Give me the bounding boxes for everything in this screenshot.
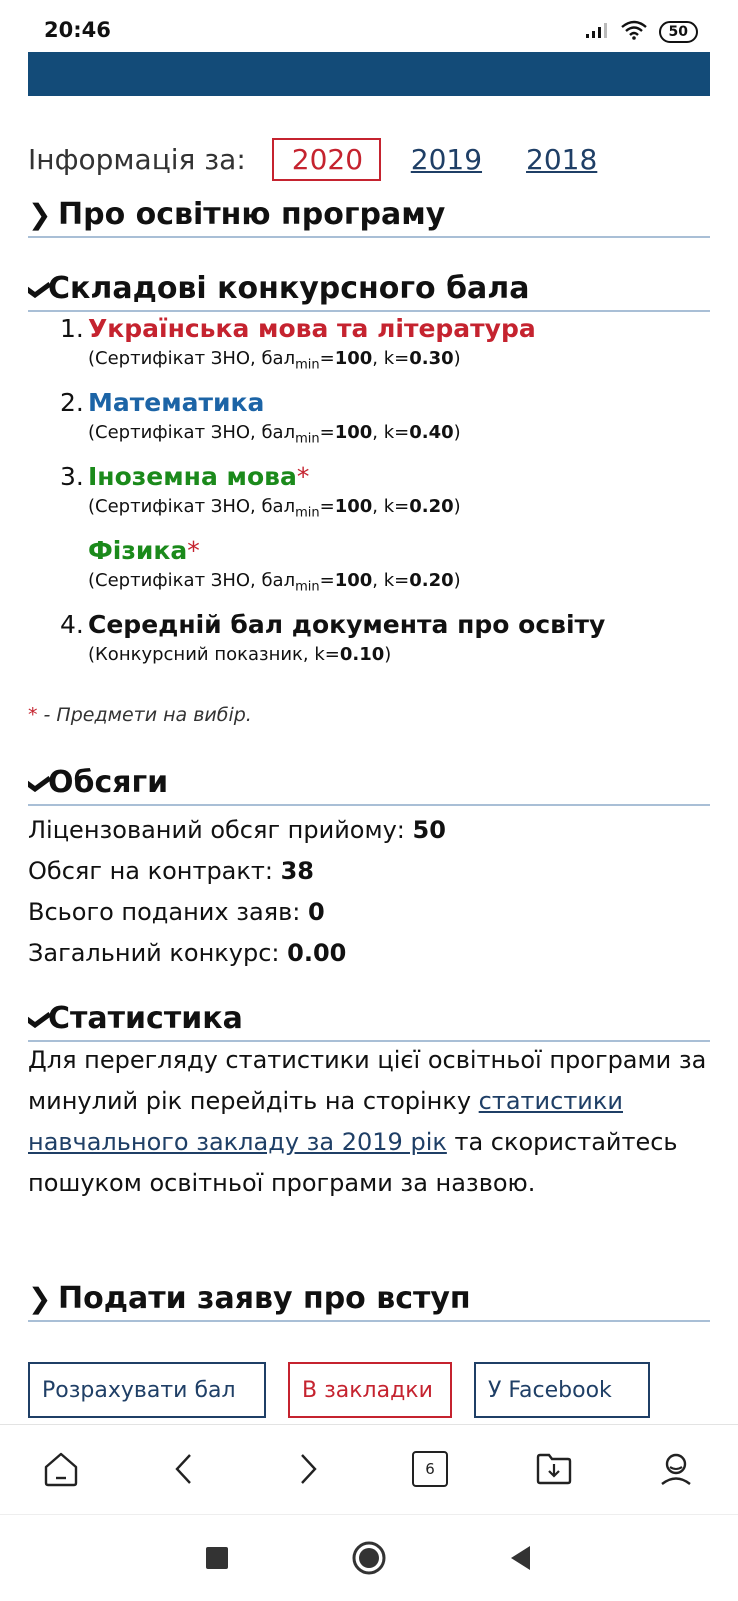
- section-about-title: Про освітню програму: [58, 196, 446, 232]
- volume-row: [28, 810, 446, 851]
- detail-sub: min: [295, 357, 320, 373]
- downloads-folder-icon[interactable]: [532, 1447, 576, 1491]
- subject-name: [88, 462, 309, 491]
- optional-star: *: [187, 536, 200, 565]
- list-item: [60, 388, 700, 462]
- detail-close: ): [453, 348, 461, 369]
- detail-min-value: 100: [334, 348, 373, 369]
- volumes-list: [28, 810, 446, 974]
- subject-number: 2.: [60, 388, 84, 417]
- detail-eq: =: [319, 348, 335, 369]
- chevron-right-icon: ❯: [28, 197, 52, 231]
- subject-name-text: Іноземна мова: [88, 462, 297, 491]
- back-triangle-icon[interactable]: [500, 1537, 542, 1579]
- subject-name: [88, 314, 536, 343]
- back-icon[interactable]: [162, 1447, 206, 1491]
- subject-detail: [88, 644, 391, 665]
- detail-prefix: (Сертифікат ЗНО, бал: [88, 570, 296, 591]
- section-apply-header[interactable]: [28, 1276, 710, 1322]
- wifi-icon: [621, 20, 647, 44]
- year-selector-label: Інформація за:: [28, 142, 246, 176]
- section-volumes-title: Обсяги: [48, 764, 169, 800]
- volume-row: [28, 892, 446, 933]
- subject-name: [88, 536, 200, 565]
- bookmark-button[interactable]: В закладки: [288, 1362, 452, 1418]
- facebook-share-button[interactable]: У Facebook: [474, 1362, 650, 1418]
- browser-toolbar: [0, 1424, 738, 1515]
- status-icons: [585, 20, 698, 44]
- detail-eq: =: [319, 422, 335, 443]
- optional-subjects-note: [28, 704, 252, 726]
- calculate-score-button[interactable]: Розрахувати бал: [28, 1362, 266, 1418]
- detail-k-label: , k=: [372, 422, 410, 443]
- home-circle-icon[interactable]: [348, 1537, 390, 1579]
- year-2019-link[interactable]: 2019: [410, 142, 483, 176]
- subject-detail: [88, 496, 461, 521]
- forward-icon[interactable]: [286, 1447, 330, 1491]
- detail-k-label: , k=: [372, 570, 410, 591]
- volume-value: 0: [307, 898, 325, 926]
- system-nav-bar: [0, 1514, 738, 1601]
- chevron-down-icon: [28, 766, 48, 799]
- detail-sub: min: [295, 431, 320, 447]
- subjects-list: [60, 314, 700, 684]
- optional-star: *: [296, 462, 310, 491]
- list-item: [60, 462, 700, 536]
- chevron-right-icon: ❯: [28, 1281, 52, 1315]
- volume-label: Ліцензований обсяг прийому:: [28, 816, 413, 844]
- volume-label: Всього поданих заяв:: [28, 898, 308, 926]
- signal-icon: [585, 21, 609, 43]
- chevron-down-icon: [28, 272, 48, 305]
- volume-row: [28, 933, 446, 974]
- header-band: [28, 52, 710, 96]
- volume-value: 0.00: [287, 939, 347, 967]
- volume-label: Обсяг на контракт:: [28, 857, 281, 885]
- note-text: - Предмети на вибір.: [37, 704, 252, 726]
- detail-k-label: , k=: [372, 348, 410, 369]
- subject-detail: [88, 570, 461, 595]
- subject-name: [88, 388, 264, 417]
- detail-min-value: 100: [334, 496, 373, 517]
- subject-name-text: Фізика: [88, 536, 188, 565]
- detail-eq: =: [319, 570, 335, 591]
- statistics-text: [28, 1040, 710, 1204]
- section-statistics-header[interactable]: [28, 996, 710, 1042]
- subject-name-text: Середній бал документа про освіту: [88, 610, 606, 639]
- volume-value: 38: [280, 857, 314, 885]
- detail-close: ): [453, 570, 461, 591]
- detail-eq: =: [319, 496, 335, 517]
- subject-number: 3.: [60, 462, 84, 491]
- subject-number: 1.: [60, 314, 84, 343]
- section-about-header[interactable]: [28, 192, 710, 238]
- detail-min-value: 100: [334, 570, 373, 591]
- volume-row: [28, 851, 446, 892]
- statistics-link[interactable]: статистики навчального закладу за 2019 рік: [28, 1087, 623, 1156]
- year-2020-button[interactable]: 2020: [272, 138, 381, 181]
- statistics-text-after: та скористайтесь пошуком освітньої програми за назвою.: [28, 1128, 678, 1197]
- detail-close: ): [384, 644, 392, 665]
- detail-k-value: 0.20: [409, 496, 454, 517]
- list-item: [60, 610, 700, 684]
- subject-detail: [88, 348, 461, 373]
- detail-k-label: , k=: [372, 496, 410, 517]
- tabs-count: 6: [412, 1451, 448, 1487]
- subject-number: 4.: [60, 610, 84, 639]
- detail-sub: min: [295, 505, 320, 521]
- detail-sub: min: [295, 579, 320, 595]
- statistics-text-before: Для перегляду статистики цієї освітньої програми за минулий рік перейдіть на сторінку: [28, 1046, 707, 1115]
- main-content: [28, 96, 710, 1424]
- detail-k-value: 0.40: [409, 422, 454, 443]
- detail-close: ): [453, 496, 461, 517]
- detail-prefix: (Сертифікат ЗНО, бал: [88, 496, 296, 517]
- detail-prefix: (Сертифікат ЗНО, бал: [88, 422, 296, 443]
- chevron-down-icon: [28, 1002, 48, 1035]
- section-components-title: Складові конкурсного бала: [48, 270, 530, 306]
- home-icon[interactable]: [39, 1447, 83, 1491]
- tabs-icon[interactable]: [408, 1447, 452, 1491]
- note-star: *: [28, 704, 38, 726]
- subject-name-text: Математика: [88, 388, 265, 417]
- profile-icon[interactable]: [654, 1447, 698, 1491]
- detail-min-value: 100: [334, 422, 373, 443]
- year-selector: [28, 136, 597, 182]
- detail-prefix: (Конкурсний показник, k=: [88, 644, 340, 665]
- status-time: 20:46: [44, 18, 111, 42]
- detail-close: ): [453, 422, 461, 443]
- volume-value: 50: [412, 816, 446, 844]
- recents-square-icon[interactable]: [196, 1537, 238, 1579]
- section-apply-title: Подати заяву про вступ: [58, 1280, 471, 1316]
- volume-label: Загальний конкурс:: [28, 939, 288, 967]
- status-bar: [0, 0, 738, 56]
- list-item: [60, 314, 700, 388]
- action-buttons: [28, 1362, 710, 1424]
- section-volumes-header[interactable]: [28, 760, 710, 806]
- section-components-header[interactable]: [28, 266, 710, 312]
- battery-indicator: 50: [659, 21, 698, 43]
- detail-prefix: (Сертифікат ЗНО, бал: [88, 348, 296, 369]
- detail-k-value: 0.20: [409, 570, 454, 591]
- subject-name: [88, 610, 605, 639]
- detail-k-value: 0.30: [409, 348, 454, 369]
- detail-k-value: 0.10: [339, 644, 385, 665]
- subject-name-text: Українська мова та література: [88, 314, 536, 343]
- list-item: [60, 536, 700, 610]
- year-2018-link[interactable]: 2018: [526, 142, 598, 176]
- subject-detail: [88, 422, 461, 447]
- section-statistics-title: Статистика: [48, 1000, 243, 1036]
